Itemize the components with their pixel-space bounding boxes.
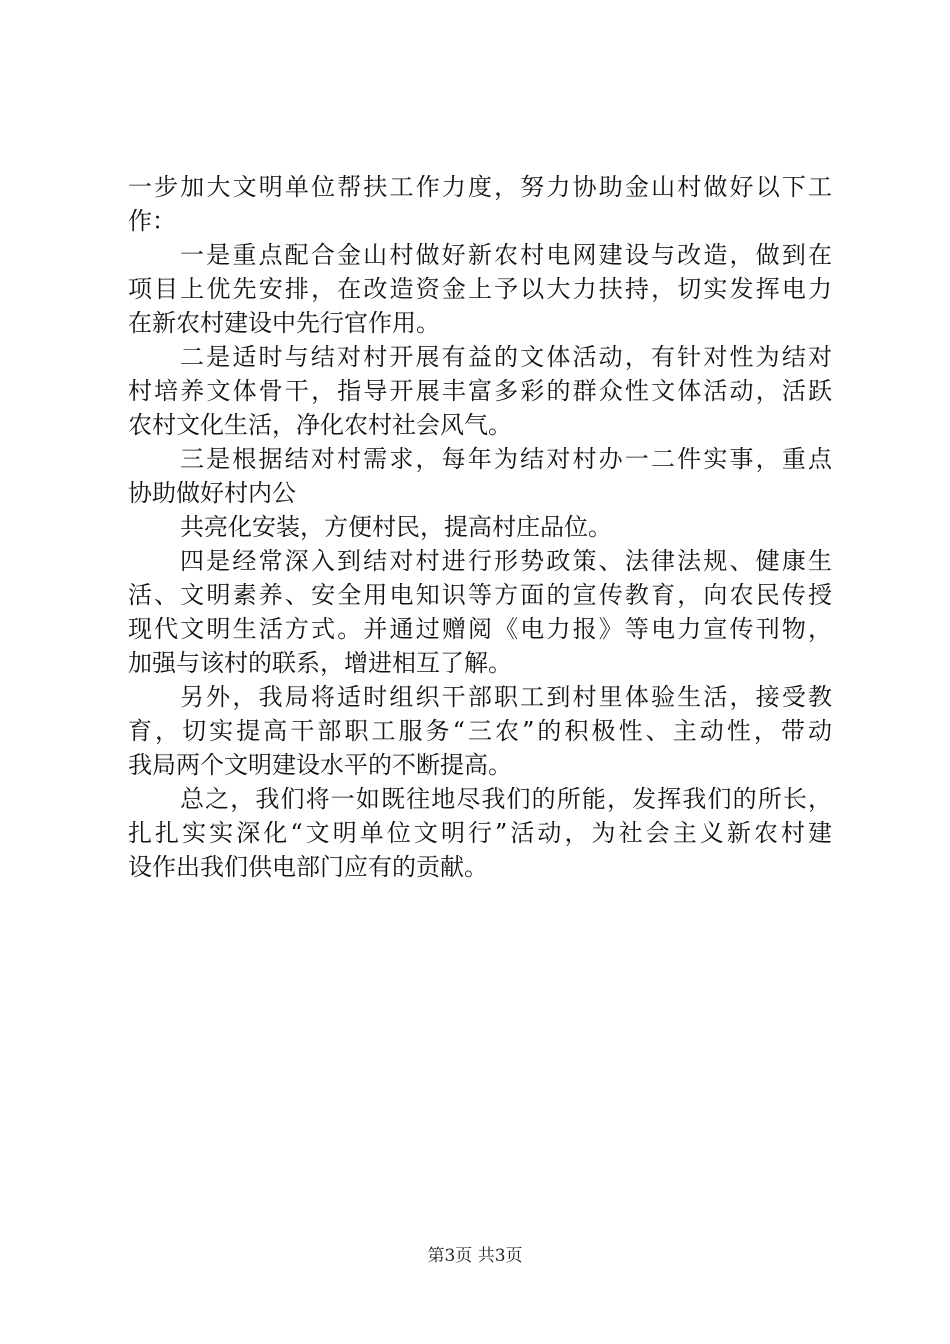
- text-line: 项目上优先安排，在改造资金上予以大力扶持，切实发挥电力: [128, 275, 832, 303]
- paragraph-start-line: 另外，我局将适时组织干部职工到村里体验生活，接受教: [180, 683, 832, 711]
- text-line: 育，切实提高干部职工服务“三农”的积极性、主动性，带动: [128, 717, 832, 745]
- text-line: 我局两个文明建设水平的不断提高。: [128, 751, 512, 779]
- text-line: 现代文明生活方式。并通过赠阅《电力报》等电力宣传刊物，: [128, 615, 832, 643]
- text-line: 活、文明素养、安全用电知识等方面的宣传教育，向农民传授: [128, 581, 832, 609]
- text-line: 一步加大文明单位帮扶工作力度，努力协助金山村做好以下工: [128, 173, 832, 201]
- text-line: 加强与该村的联系，增进相互了解。: [128, 649, 512, 677]
- page-number-footer: 第3页 共3页: [427, 1246, 523, 1266]
- paragraph-start-line: 二是适时与结对村开展有益的文体活动，有针对性为结对: [180, 343, 832, 371]
- text-line: 村培养文体骨干，指导开展丰富多彩的群众性文体活动，活跃: [128, 377, 832, 405]
- text-line: 在新农村建设中先行官作用。: [128, 309, 440, 337]
- text-line: 扎扎实实深化“文明单位文明行”活动，为社会主义新农村建: [128, 819, 832, 847]
- paragraph-start-line: 总之，我们将一如既往地尽我们的所能，发挥我们的所长，: [180, 785, 832, 813]
- text-line: 协助做好村内公: [128, 479, 296, 507]
- paragraph-start-line: 一是重点配合金山村做好新农村电网建设与改造，做到在: [180, 241, 832, 269]
- document-body: [128, 170, 832, 884]
- paragraph-start-line: 三是根据结对村需求，每年为结对村办一二件实事，重点: [180, 445, 832, 473]
- text-line: 作：: [128, 207, 176, 235]
- paragraph-start-line: 四是经常深入到结对村进行形势政策、法律法规、健康生: [180, 547, 832, 575]
- text-line: 设作出我们供电部门应有的贡献。: [128, 853, 488, 881]
- text-line: 农村文化生活，净化农村社会风气。: [128, 411, 512, 439]
- paragraph-start-line: 共亮化安装，方便村民，提高村庄品位。: [180, 513, 612, 541]
